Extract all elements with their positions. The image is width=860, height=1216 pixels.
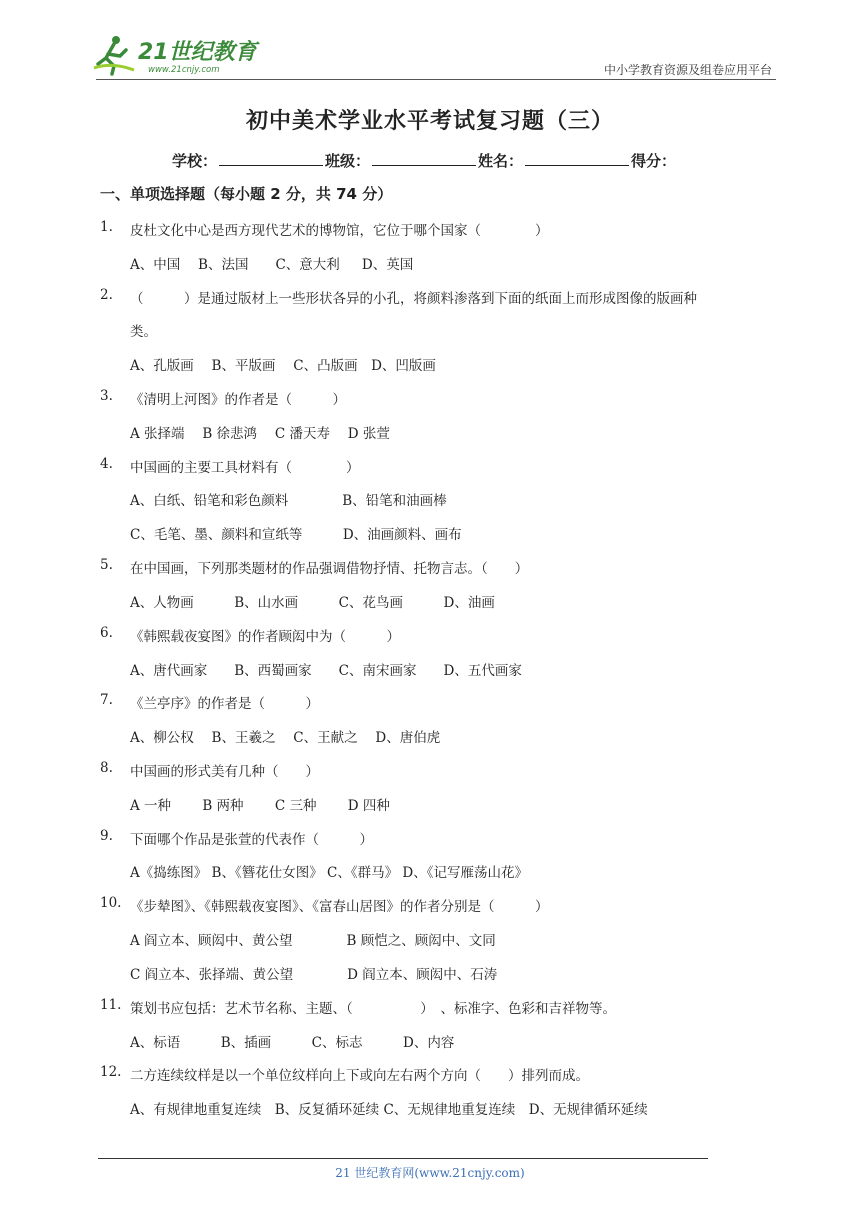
question-options: A、柳公权 B、王羲之 C、王献之 D、唐伯虎	[130, 730, 441, 746]
section-heading: 一、单项选择题（每小题 2 分，共 74 分）	[100, 185, 393, 203]
question-options: A、唐代画家 B、西蜀画家 C、南宋画家 D、五代画家	[130, 663, 522, 679]
student-info-line	[172, 150, 676, 171]
question-number: 6.	[100, 625, 113, 641]
question-number: 8.	[100, 760, 113, 776]
school-label: 学校：	[172, 152, 218, 170]
question-options: A、标语 B、插画 C、标志 D、内容	[130, 1035, 455, 1051]
platform-tagline: 中小学教育资源及组卷应用平台	[603, 63, 772, 77]
runner-icon	[94, 36, 134, 74]
question-text: 《步辇图》、《韩熙载夜宴图》、《富春山居图》的作者分别是（ ）	[130, 899, 549, 915]
question-text-continued: 类。	[130, 324, 157, 340]
question-number: 9.	[100, 828, 113, 844]
question-options: A、中国 B、法国 C、意大利 D、英国	[130, 257, 414, 273]
question-options: A、白纸、铅笔和彩色颜料 B、铅笔和油画棒	[130, 493, 447, 509]
site-logo	[92, 32, 262, 78]
question-number: 1.	[100, 219, 113, 235]
question-number: 5.	[100, 557, 113, 573]
school-blank[interactable]	[219, 151, 323, 166]
question-text: （ ）是通过版材上一些形状各异的小孔，将颜料渗落到下面的纸面上而形成图像的版画种	[130, 291, 697, 307]
question-number: 4.	[100, 456, 113, 472]
question-number: 2.	[100, 287, 113, 303]
question-options: A《捣练图》 B、《簪花仕女图》 C、《群马》 D、《记写雁荡山花》	[130, 865, 528, 881]
question-options: A、人物画 B、山水画 C、花鸟画 D、油画	[130, 595, 495, 611]
footer-link[interactable]: 21 世纪教育网(www.21cnjy.com)	[335, 1166, 525, 1180]
logo-url: www.21cnjy.com	[148, 65, 220, 75]
header-divider	[96, 79, 776, 80]
question-options: A 一种 B 两种 C 三种 D 四种	[130, 798, 390, 814]
question-options: C、毛笔、墨、颜料和宣纸等 D、油画颜料、画布	[130, 527, 462, 543]
question-number: 11.	[100, 997, 122, 1013]
question-number: 10.	[100, 895, 122, 911]
question-options: A、孔版画 B、平版画 C、凸版画 D、凹版画	[130, 358, 436, 374]
logo-text: 21世纪教育	[138, 40, 257, 65]
question-text: 中国画的形式美有几种（ ）	[130, 764, 319, 780]
class-label: 班级：	[325, 152, 371, 170]
question-options: A、有规律地重复连续 B、反复循环延续 C、无规律地重复连续 D、无规律循环延续	[130, 1102, 648, 1118]
score-label: 得分：	[631, 152, 677, 170]
question-text: 《清明上河图》的作者是（ ）	[130, 392, 346, 408]
footer-divider	[98, 1158, 708, 1159]
question-number: 12.	[100, 1064, 122, 1080]
question-options: C 阎立本、张择端、黄公望 D 阎立本、顾闳中、石涛	[130, 967, 498, 983]
question-text: 中国画的主要工具材料有（ ）	[130, 460, 360, 476]
question-text: 二方连续纹样是以一个单位纹样向上下或向左右两个方向（ ）排列而成。	[130, 1068, 589, 1084]
question-text: 皮杜文化中心是西方现代艺术的博物馆，它位于哪个国家（ ）	[130, 223, 549, 239]
name-blank[interactable]	[525, 151, 629, 166]
question-text: 《兰亭序》的作者是（ ）	[130, 696, 319, 712]
question-text: 下面哪个作品是张萱的代表作（ ）	[130, 832, 373, 848]
question-options: A 张择端 B 徐悲鸿 C 潘天寿 D 张萱	[130, 426, 390, 442]
question-number: 3.	[100, 388, 113, 404]
question-options: A 阎立本、顾闳中、黄公望 B 顾恺之、顾闳中、文同	[130, 933, 496, 949]
page-title: 初中美术学业水平考试复习题（三）	[245, 109, 614, 134]
question-text: 策划书应包括：艺术节名称、主题、（ ） 、标准字、色彩和吉祥物等。	[130, 1001, 616, 1017]
class-blank[interactable]	[372, 151, 476, 166]
question-number: 7.	[100, 692, 113, 708]
question-text: 《韩熙载夜宴图》的作者顾闳中为（ ）	[130, 629, 400, 645]
question-text: 在中国画，下列那类题材的作品强调借物抒情、托物言志。（ ）	[130, 561, 529, 577]
name-label: 姓名：	[478, 152, 524, 170]
